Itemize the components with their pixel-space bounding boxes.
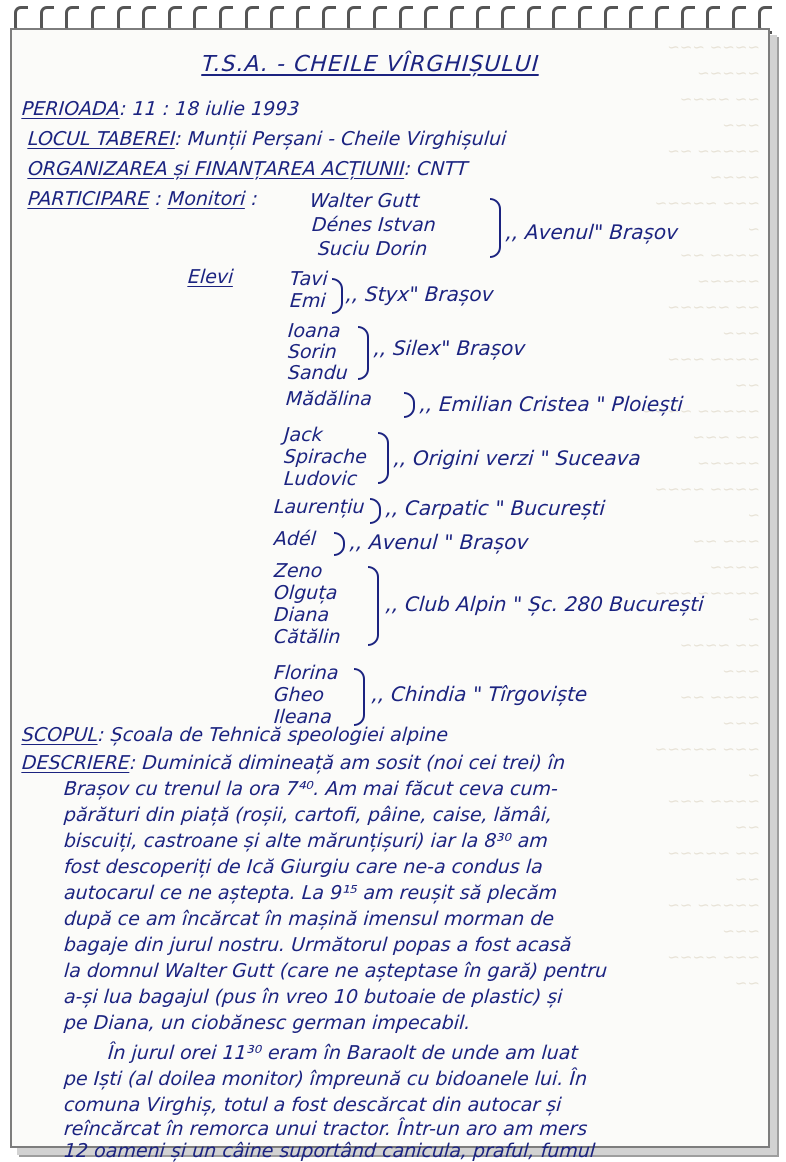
organizarea-value: : CNTT bbox=[404, 158, 469, 180]
student-name: Ioana bbox=[287, 320, 342, 342]
descriere-line: pe Diana, un ciobănesc german impecabil. bbox=[63, 1012, 472, 1034]
student-name: Gheo bbox=[273, 684, 325, 706]
club-name: ,, Carpatic " București bbox=[385, 496, 607, 520]
descriere-line: Brașov cu trenul la ora 7⁴⁰. Am mai făcut ceva cum- bbox=[63, 778, 559, 800]
descriere-line: reîncărcat în remorca unui tractor. Într-un aro am mers bbox=[63, 1118, 589, 1140]
perioada-row bbox=[21, 98, 300, 120]
perioada-label: PERIOADA bbox=[21, 98, 121, 120]
club-name: ,, Styx" Brașov bbox=[345, 282, 495, 306]
descriere-line: 12 oameni și un câine suportând canicula, praful, fumul bbox=[63, 1140, 597, 1162]
monitor-name: Dénes Istvan bbox=[311, 214, 437, 236]
descriere-line: biscuiți, castroane și alte mărunțișuri) iar la 8³⁰ am bbox=[63, 830, 549, 852]
descriere-line: comuna Virghiș, totul a fost descărcat din autocar și bbox=[63, 1094, 563, 1116]
student-name: Emi bbox=[289, 290, 327, 312]
page-title: T.S.A. - CHEILE VÎRGHIȘULUI bbox=[201, 52, 541, 77]
descriere-line: a-și lua bagajul (pus în vreo 10 butoaie de plastic) și bbox=[63, 986, 564, 1008]
student-name: Florina bbox=[273, 662, 340, 684]
student-name: Sandu bbox=[287, 362, 349, 384]
descriere-line: pe Iști (al doilea monitor) împreună cu bidoanele lui. În bbox=[63, 1068, 588, 1090]
organizarea-row bbox=[27, 158, 468, 180]
student-name: Ludovic bbox=[283, 468, 359, 490]
student-name: Adél bbox=[273, 528, 317, 550]
student-name: Ileana bbox=[273, 706, 333, 728]
locul-row bbox=[27, 128, 507, 150]
descriere-line: autocarul ce ne aștepta. La 9¹⁵ am reușit să plecăm bbox=[63, 882, 558, 904]
perioada-value: : 11 : 18 iulie 1993 bbox=[119, 98, 301, 120]
student-name: Sorin bbox=[287, 341, 338, 363]
group-brace bbox=[334, 532, 345, 556]
student-name: Cătălin bbox=[273, 626, 342, 648]
group-brace bbox=[404, 392, 415, 418]
student-name: Jack bbox=[283, 424, 324, 446]
elevi-label: Elevi bbox=[187, 266, 235, 288]
club-name: ,, Chindia " Tîrgoviște bbox=[371, 682, 589, 706]
club-name: ,, Club Alpin " Șc. 280 București bbox=[385, 592, 705, 616]
group-brace bbox=[332, 278, 343, 314]
group-brace bbox=[354, 668, 365, 726]
club-name: ,, Avenul" Brașov bbox=[505, 220, 679, 244]
descriere-line: : Duminică dimineață am sosit (noi cei trei) în bbox=[129, 752, 566, 774]
group-brace bbox=[378, 432, 389, 484]
descriere-line: În jurul orei 11³⁰ eram în Baraolt de unde am luat bbox=[107, 1042, 579, 1064]
club-name: ,, Avenul " Brașov bbox=[349, 530, 530, 554]
student-name: Mădălina bbox=[285, 388, 373, 410]
scopul-row bbox=[21, 724, 449, 746]
locul-value: : Munții Perșani - Cheile Virghișului bbox=[174, 128, 508, 150]
student-name: Olguța bbox=[273, 582, 339, 604]
participare-row: PARTICIPARE : Monitori : bbox=[27, 188, 259, 210]
student-name: Zeno bbox=[273, 560, 324, 582]
scopul-label: SCOPUL bbox=[21, 724, 100, 746]
monitor-name: Walter Gutt bbox=[309, 190, 421, 212]
club-name: ,, Silex" Brașov bbox=[373, 336, 527, 360]
locul-label: LOCUL TABEREI bbox=[27, 128, 177, 150]
participare-label: PARTICIPARE bbox=[27, 188, 151, 210]
descriere-line: părături din piață (roșii, cartofi, pâine, caise, lămâi, bbox=[63, 804, 554, 826]
monitori-label: Monitori bbox=[167, 188, 247, 210]
descriere-line: fost descoperiți de Ică Giurgiu care ne-a condus la bbox=[63, 856, 544, 878]
monitor-name: Suciu Dorin bbox=[317, 238, 429, 260]
group-brace bbox=[358, 326, 369, 380]
group-brace bbox=[370, 498, 381, 524]
student-name: Diana bbox=[273, 604, 331, 626]
descriere-line: după ce am încărcat în mașină imensul morman de bbox=[63, 908, 555, 930]
organizarea-label: ORGANIZAREA și FINANȚAREA ACȚIUNII bbox=[27, 158, 406, 180]
group-brace bbox=[368, 566, 379, 646]
club-name: ,, Emilian Cristea " Ploiești bbox=[419, 392, 685, 416]
notebook-page bbox=[10, 28, 770, 1162]
descriere-row bbox=[21, 752, 566, 774]
student-name: Laurențiu bbox=[273, 496, 366, 518]
descriere-line: bagaje din jurul nostru. Următorul popas a fost acasă bbox=[63, 934, 573, 956]
group-brace bbox=[490, 198, 501, 258]
scopul-value: : Școala de Tehnică speologiei alpine bbox=[97, 724, 449, 746]
student-name: Spirache bbox=[283, 446, 368, 468]
student-name: Tavi bbox=[289, 268, 329, 290]
club-name: ,, Origini verzi " Suceava bbox=[393, 446, 642, 470]
bleed-through-texture: ~~~~ ~~~ ~~~~~ ~~ ~~~~ ~~~ ~~~~~ ~~ ~~~~ ~~~ ~~~~~ ~ ~~~~ ~~ ~~~~~ ~~ ~~~~~ ~~~ ~~~~ ~~~ ~~ ~~~~~ ~~~~ ~~ ~~~ ~~~~~ ~~~~ ~~~~ ~ ~~~ ~~ ~~~~ ~~~~~ ~~~ ~ ~~ ~~~~ ~~~ ~~~~ ~~ ~~~ ~~~ ~~~~~ ~ ~~~~ ~~~ ~~ ~~ ~~~~~ ~~ ~~~~~ ~~ ~~~ ~~~ ~~~~ ~~ bbox=[642, 38, 760, 992]
descriere-label: DESCRIERE bbox=[21, 752, 131, 774]
descriere-line: la domnul Walter Gutt (care ne așteptase în gară) pentru bbox=[63, 960, 609, 982]
